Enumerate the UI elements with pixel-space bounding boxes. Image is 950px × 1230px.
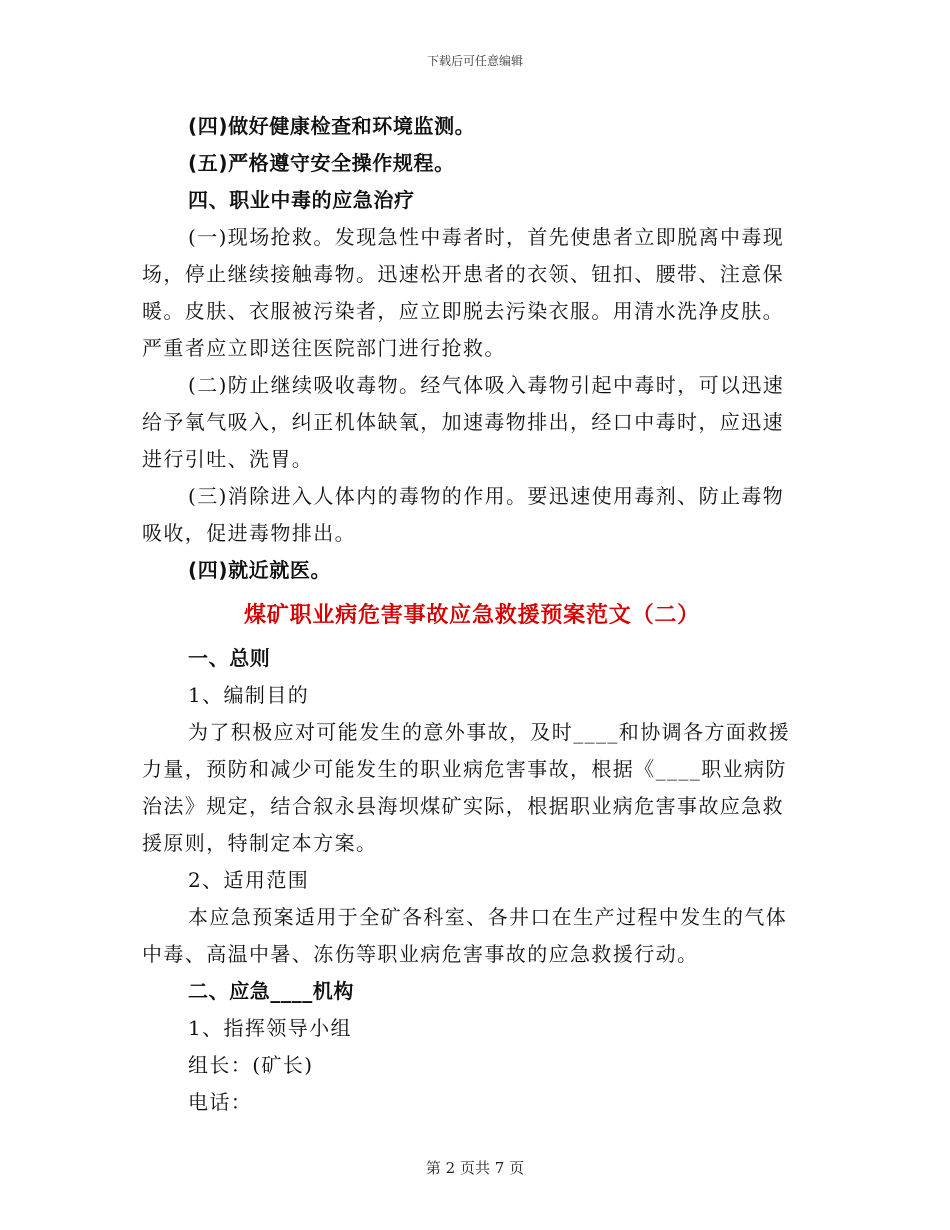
- subsection-heading: 1、指挥领导小组: [188, 1016, 352, 1040]
- list-item: (四)做好健康检查和环境监测。: [188, 114, 476, 138]
- paragraph-line: 吸收，促进毒物排出。: [142, 521, 356, 545]
- paragraph-line: 力量，预防和减少可能发生的职业病危害事故，根据《____职业病防: [142, 757, 787, 781]
- paragraph-line: 组长：(矿长): [188, 1053, 314, 1077]
- subsection-heading: 1、编制目的: [188, 683, 310, 707]
- paragraph-line: 治法》规定，结合叙永县海坝煤矿实际，根据职业病危害事故应急救: [142, 794, 784, 818]
- page-header: 下载后可任意编辑: [426, 54, 523, 68]
- list-item: (四)就近就医。: [188, 558, 332, 582]
- section-heading: 四、职业中毒的应急治疗: [188, 188, 415, 212]
- subsection-heading: 2、适用范围: [188, 868, 310, 892]
- list-item: (五)严格遵守安全操作规程。: [188, 151, 455, 175]
- document-body: [142, 108, 802, 1121]
- paragraph-line: 暖。皮肤、衣服被污染者，应立即脱去污染衣服。用清水洗净皮肤。: [142, 299, 784, 323]
- paragraph-line: 给予氧气吸入，纠正机体缺氧，加速毒物排出，经口中毒时，应迅速: [142, 410, 784, 434]
- paragraph-line: 中毒、高温中暑、冻伤等职业病危害事故的应急救援行动。: [142, 942, 699, 966]
- paragraph-line: 本应急预案适用于全矿各科室、各井口在生产过程中发生的气体: [188, 905, 788, 929]
- page-footer: 第 2 页共 7 页: [425, 1159, 525, 1177]
- section-heading: 二、应急____机构: [188, 979, 354, 1003]
- paragraph-line: (三)消除进入人体内的毒物的作用。要迅速使用毒剂、防止毒物: [188, 484, 785, 508]
- paragraph-line: 场，停止继续接触毒物。迅速松开患者的衣领、钮扣、腰带、注意保: [142, 262, 784, 286]
- section-heading: 一、总则: [188, 646, 271, 670]
- document-title: 煤矿职业病危害事故应急救援预案范文（二）: [243, 603, 700, 628]
- paragraph-line: 进行引吐、洗胃。: [142, 447, 314, 471]
- paragraph-line: (二)防止继续吸收毒物。经气体吸入毒物引起中毒时，可以迅速: [188, 373, 785, 397]
- paragraph-line: 为了积极应对可能发生的意外事故，及时____和协调各方面救援: [188, 720, 790, 744]
- paragraph-line: 严重者应立即送往医院部门进行抢救。: [142, 336, 506, 360]
- paragraph-line: 援原则，特制定本方案。: [142, 831, 378, 855]
- paragraph-line: 电话：: [188, 1090, 253, 1114]
- paragraph-line: (一)现场抢救。发现急性中毒者时，首先使患者立即脱离中毒现: [188, 225, 785, 249]
